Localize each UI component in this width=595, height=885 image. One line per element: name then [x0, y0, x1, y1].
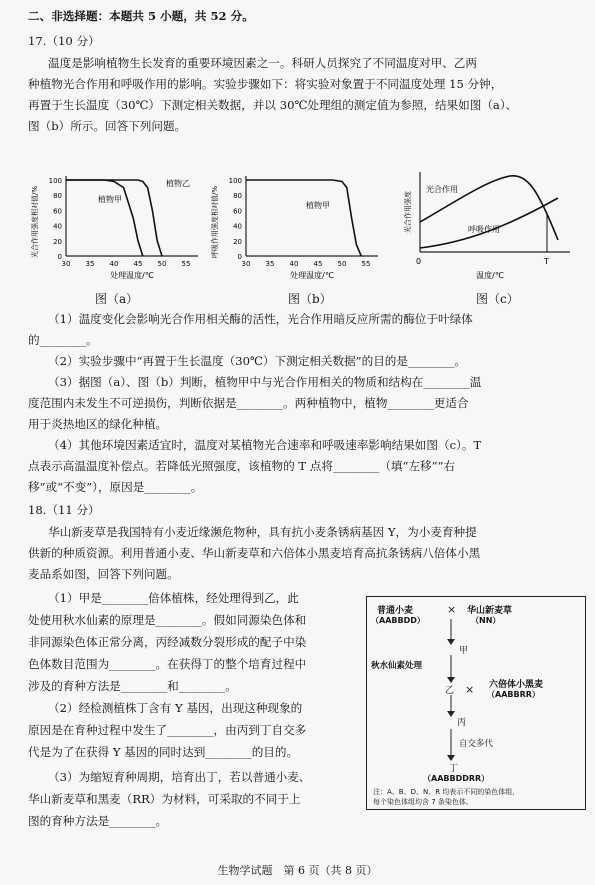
- a-ytick-label: 100: [48, 177, 62, 185]
- q18-sub-line: （2）经检测植株丁含有 Y 基因，出现这种现象的: [48, 701, 303, 715]
- q18-sub-line: 非同源染色体正常分离，丙经减数分裂形成的配子中染: [28, 635, 307, 649]
- q17-sub-line: 点表示高温温度补偿点。若降低光照强度，该植物的 T 点将________（填“左移”“右: [28, 459, 456, 473]
- q18-sub-line: 涉及的育种方法是________和________。: [28, 679, 237, 693]
- q17-header: 17.（10 分）: [28, 34, 100, 48]
- chart-c-xlabel: 温度/℃: [476, 271, 504, 280]
- flow-note-line: 每个染色体组均含 7 条染色体。: [373, 798, 473, 806]
- q17-intro-line: 种植物光合作用和呼吸作用的影响。实验步骤如下：将实验对象置于不同温度处理 15 分钟，: [28, 77, 503, 91]
- chart-a: [28, 160, 208, 290]
- q18-intro-line: 供新的种质资源。利用普通小麦、华山新麦草和六倍体小黑麦培育高抗条锈病八倍体小黑: [28, 546, 481, 560]
- a-ytick-label: 80: [53, 192, 62, 201]
- a-xtick-label: 30: [61, 260, 71, 268]
- a-xtick-label: 40: [109, 260, 119, 268]
- chart-a-xlabel: 处理温度/℃: [110, 271, 154, 280]
- breeding-flow-diagram: [366, 596, 586, 810]
- a-ytick-label: 40: [53, 222, 62, 231]
- q17-sub-line: 用于炎热地区的绿化种植。: [28, 417, 168, 431]
- b-ytick-label: 100: [228, 177, 242, 185]
- chart-c-respiration-curve: [420, 198, 558, 248]
- q17-sub-line: （4）其他环境因素适宜时，温度对某植物光合速率和呼吸速率影响结果如图（c）。T: [48, 438, 482, 452]
- q18-intro-line: 麦品系如图，回答下列问题。: [28, 567, 179, 581]
- section-title: 二、非选择题：本题共 5 小题，共 52 分。: [28, 9, 254, 23]
- q17-sub-line: 的________。: [28, 333, 98, 347]
- a-ytick-label: 20: [53, 237, 62, 246]
- q18-sub-line: 图的育种方法是________。: [28, 814, 168, 828]
- q18-sub-line: 华山新麦草和黑麦（RR）为材料，可采取的不同于上: [28, 792, 301, 806]
- chart-c-caption: 图（c）: [476, 292, 519, 306]
- a-xtick-label: 35: [85, 260, 95, 268]
- q18-sub-line: 处使用秋水仙素的原理是________。假如同源染色体和: [28, 613, 307, 627]
- a-xtick-label: 55: [181, 260, 191, 268]
- chart-b-ylabel: 呼吸作用强度相对值/%: [211, 185, 219, 259]
- chart-c-t-label: T: [544, 257, 549, 266]
- q18-sub-line: 代是为了在获得 Y 基因的同时达到________的目的。: [28, 745, 299, 759]
- chart-a-series-label: 植物甲: [98, 195, 122, 204]
- chart-a-series-label: 植物乙: [166, 179, 190, 188]
- chart-b-series-plant-jia: [246, 180, 361, 256]
- node-yi: 乙: [445, 686, 455, 696]
- wheat-genome: （AABBDD）: [371, 616, 425, 625]
- q18-header: 18.（11 分）: [28, 503, 100, 517]
- chart-c-ylabel: 光合作用强度: [404, 191, 412, 233]
- huashan-genome: （NN）: [471, 616, 501, 625]
- a-ytick-label: 0: [57, 253, 62, 261]
- q17-intro-line: 温度是影响植物生长发育的重要环境因素之一。科研人员探究了不同温度对甲、乙两: [48, 56, 477, 70]
- b-xtick-label: 30: [241, 260, 251, 268]
- a-xtick-label: 45: [133, 260, 143, 268]
- chart-c-series-label: 呼吸作用: [468, 225, 500, 234]
- q17-sub-line: 移”或“不变”），原因是________。: [28, 480, 203, 494]
- b-xtick-label: 55: [361, 260, 371, 268]
- a-xtick-label: 50: [157, 260, 167, 268]
- q17-intro-line: 再置于生长温度（30℃）下测定相关数据，并以 30℃处理组的测定值为参照，结果如图（a）、: [28, 98, 518, 112]
- b-ytick-label: 40: [233, 222, 242, 231]
- chart-b: [208, 160, 388, 290]
- cross-symbol: ×: [465, 683, 475, 696]
- a-ytick-label: 60: [53, 207, 62, 216]
- b-ytick-label: 20: [233, 237, 242, 246]
- chart-b-caption: 图（b）: [288, 292, 332, 306]
- b-xtick-label: 50: [337, 260, 347, 268]
- q18-sub-line: 原因是在育种过程中发生了________，由丙到丁自交多: [28, 723, 307, 737]
- ding-genome: （AABBDDRR）: [423, 774, 490, 783]
- q18-sub-line: 色体数目范围为________。在获得丁的整个培育过程中: [28, 657, 307, 671]
- chart-a-series-plant-yi: [66, 180, 162, 256]
- chart-c-origin: 0: [416, 257, 422, 266]
- wheat-label: 普通小麦: [377, 606, 414, 616]
- b-xtick-label: 40: [289, 260, 299, 268]
- q18-sub-line: （3）为缩短育种周期，培育出丁，若以普通小麦、: [48, 770, 311, 784]
- b-ytick-label: 0: [237, 253, 242, 261]
- chart-b-xticks: [242, 260, 371, 268]
- chart-a-caption: 图（a）: [95, 292, 139, 306]
- chart-a-yticks: [49, 177, 62, 261]
- chart-a-ylabel: 光合作用强度相对值/%: [31, 185, 39, 259]
- node-jia: 甲: [459, 646, 469, 656]
- node-bing: 丙: [457, 718, 467, 728]
- chart-a-series-plant-jia: [66, 180, 143, 256]
- selfing-label: 自交多代: [459, 739, 494, 749]
- b-xtick-label: 45: [313, 260, 323, 268]
- chart-b-yticks: [229, 177, 242, 261]
- b-xtick-label: 35: [265, 260, 275, 268]
- huashan-label: 华山新麦草: [467, 606, 513, 616]
- colchicine-treatment-label: 秋水仙素处理: [371, 661, 423, 671]
- chart-b-xlabel: 处理温度/℃: [290, 271, 334, 280]
- q17-sub-line: （3）据图（a）、图（b）判断，植物甲中与光合作用相关的物质和结构在________温: [48, 375, 482, 389]
- triticale-genome: （AABBRR）: [487, 690, 540, 699]
- chart-b-series-label: 植物甲: [306, 201, 330, 210]
- page-footer: 生物学试题 第 6 页（共 8 页）: [217, 864, 378, 877]
- q18-sub-line: （1）甲是________倍体植株，经处理得到乙，此: [48, 591, 299, 605]
- q17-sub-line: （1）温度变化会影响光合作用相关酶的活性，光合作用暗反应所需的酶位于叶绿体: [48, 312, 473, 326]
- chart-c-series-label: 光合作用: [426, 185, 458, 194]
- b-ytick-label: 60: [233, 207, 242, 216]
- b-ytick-label: 80: [233, 192, 242, 201]
- q17-intro-line: 图（b）所示。回答下列问题。: [28, 119, 187, 133]
- q17-sub-line: （2）实验步骤中“再置于生长温度（30℃）下测定相关数据”的目的是________。: [48, 354, 466, 368]
- chart-c: [398, 160, 578, 290]
- node-ding: 丁: [449, 764, 459, 774]
- cross-symbol: ×: [447, 603, 457, 616]
- q17-sub-line: 度范围内未发生不可逆损伤，判断依据是________。两种植物中，植物________更适合: [28, 396, 469, 410]
- flow-note-line: 注：A、B、D、N、R 均表示不同的染色体组，: [373, 788, 520, 796]
- q18-intro-line: 华山新麦草是我国特有小麦近缘濒危物种，具有抗小麦条锈病基因 Y，为小麦育种提: [48, 525, 477, 539]
- chart-a-xticks: [62, 260, 191, 268]
- triticale-label: 六倍体小黑麦: [489, 680, 544, 690]
